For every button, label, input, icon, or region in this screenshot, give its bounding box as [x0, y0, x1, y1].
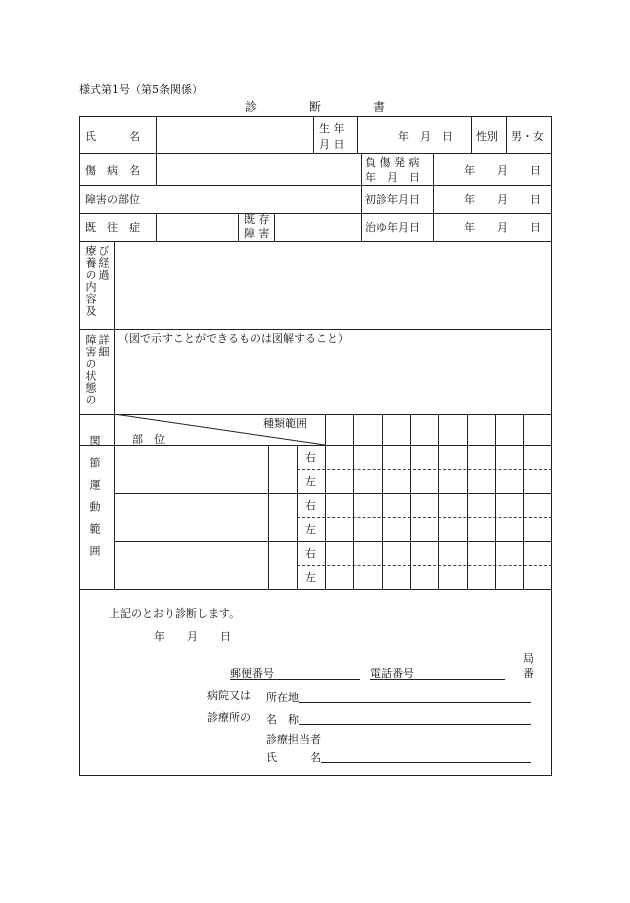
statement: 上記のとおり診断します。: [109, 607, 241, 620]
title-char-1: 診: [244, 100, 257, 114]
facility-name-label: 名 称: [266, 713, 299, 726]
title-char-3: 書: [373, 100, 386, 114]
left-2: 左: [305, 523, 316, 536]
injured-label-2: 年 月 日: [365, 171, 420, 184]
injury-name-label: 傷 病 名: [85, 164, 140, 177]
signature-date: 年 月 日: [154, 630, 231, 643]
right-2: 右: [305, 499, 316, 512]
facility-name-line[interactable]: [299, 712, 531, 725]
condition-note: （図で示すことができるものは図解すること）: [118, 332, 349, 345]
kyoku-label: 局: [523, 652, 534, 665]
birth-label-1: 生 年: [319, 122, 345, 135]
condition-label-1: 障害の状態の: [84, 334, 97, 406]
clinic-label: 診療所の: [207, 711, 251, 724]
right-1: 右: [305, 451, 316, 464]
medical-history-label: 既 往 症: [85, 221, 140, 234]
cured-date-label: 治ゆ年月日: [365, 221, 420, 234]
title-char-2: 断: [308, 100, 321, 114]
site-header: 部 位: [132, 433, 165, 446]
birth-date: 年 月 日: [398, 130, 453, 143]
doctor-name-field: [266, 750, 531, 763]
cured-date: 年 月 日: [464, 221, 541, 234]
left-1: 左: [305, 475, 316, 488]
birth-label-2: 月 日: [319, 138, 345, 151]
postal-label: 郵便番号: [230, 668, 360, 680]
right-3: 右: [305, 547, 316, 560]
existing-disability-1: 既 存: [244, 213, 270, 226]
doctor-label: 診療担当者: [266, 733, 321, 746]
disability-site-label: 障害の部位: [85, 193, 140, 206]
postal-code: [230, 668, 360, 680]
document-title: [0, 98, 630, 115]
address-field: [266, 690, 531, 703]
sex-value: 男・女: [511, 130, 544, 143]
existing-disability-2: 障 害: [244, 227, 270, 240]
first-visit-label: 初診年月日: [365, 193, 420, 206]
ban-label: 番: [523, 667, 534, 680]
treatment-label-2: び経過: [97, 245, 110, 281]
left-3: 左: [305, 571, 316, 584]
address-line[interactable]: [299, 690, 531, 703]
facility-name-field: [266, 712, 531, 725]
treatment-label-1: 療養の内容及: [84, 245, 97, 317]
doctor-name-line[interactable]: [321, 750, 531, 763]
rom-label: 関節運動範囲: [88, 435, 101, 567]
address-label: 所在地: [266, 691, 299, 704]
phone-number: [370, 668, 505, 680]
type-range-header: 種類範囲: [263, 417, 307, 430]
name-label: 氏 名: [85, 130, 140, 143]
injured-label-1: 負 傷 発 病: [365, 156, 420, 169]
sex-label: 性別: [476, 130, 498, 143]
diagnosis-form: [79, 116, 552, 776]
phone-label: 電話番号: [370, 668, 505, 680]
hospital-label: 病院又は: [207, 689, 251, 702]
first-visit-date: 年 月 日: [464, 193, 541, 206]
injured-date: 年 月 日: [464, 164, 541, 177]
form-id: 様式第1号（第5条関係）: [79, 83, 203, 96]
doctor-name-label: 氏 名: [266, 751, 321, 764]
condition-label-2: 詳細: [97, 334, 110, 358]
